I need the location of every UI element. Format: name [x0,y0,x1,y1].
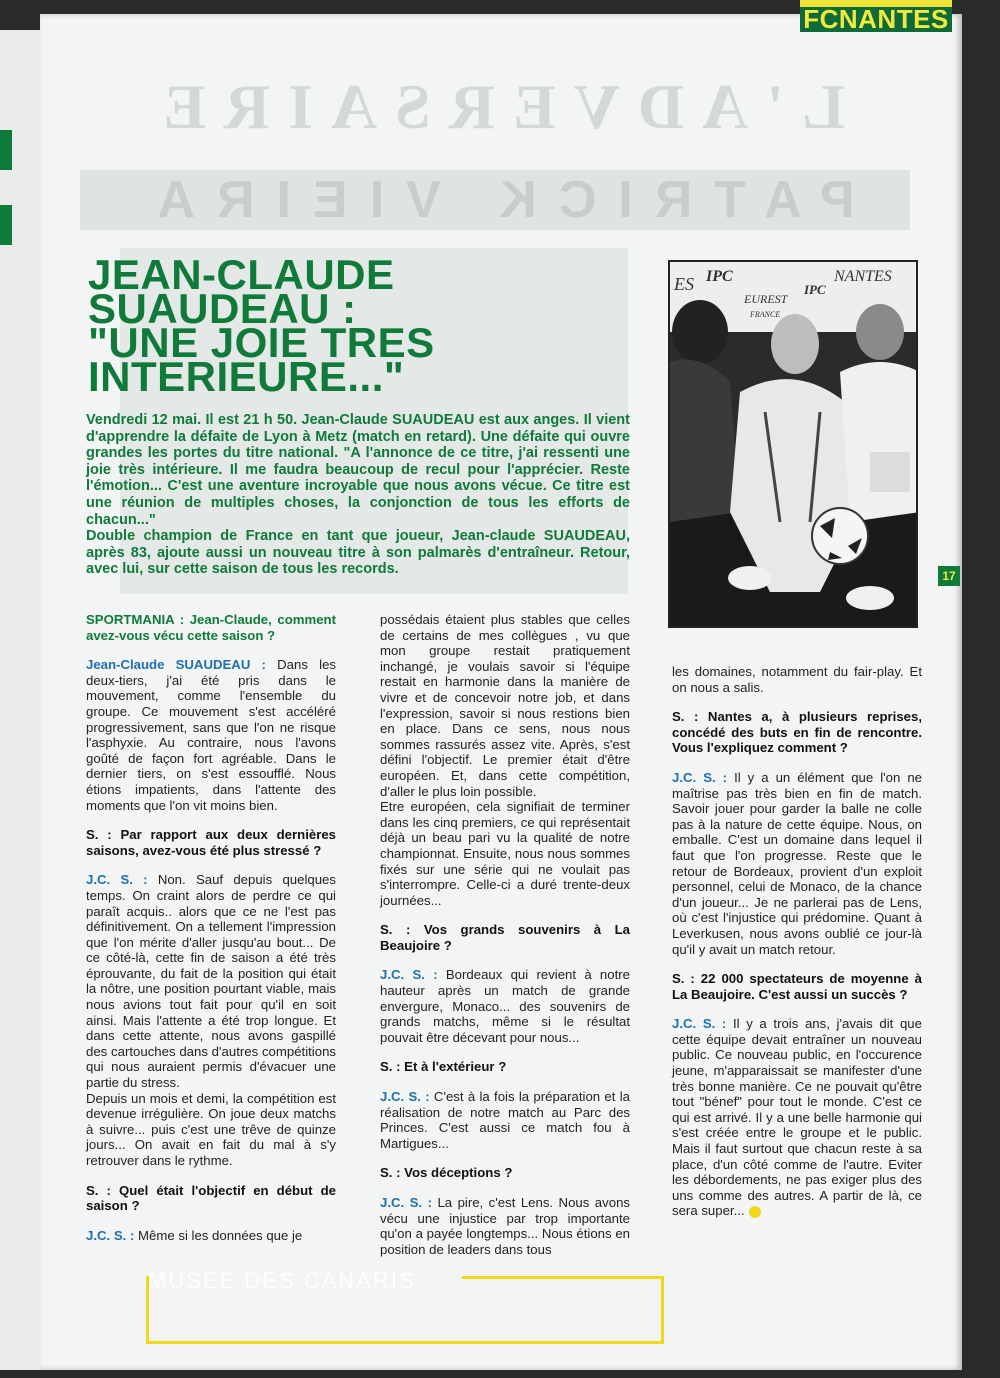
photo-sponsor-text: NANTES [834,268,892,285]
photo-sponsor-text: IPC [804,282,826,297]
answer-text: Il y a trois ans, j'avais dit que cette équipe devait entraîner un nouveau public. Ce nouveau public, en l'occurence jeune, m'apparaissait se manifester d'une très bonne manière. Ce ne pouvait qu'être tout "bénef" pour tout le monde. C'est ce qui est arrivé. Il y a une belle harmonie qui s'est créée entre le groupe et le public. Mais il faut surtout que chacun reste à sa place, d'un côté comme de l'autre. Eviter les débordements, ne pas exiger plus des uns comme des autres. A partir de là, ce sera super... [672,1016,922,1219]
article-headline [88,251,608,400]
page-number: 17 [938,566,960,586]
speaker-label: Jean-Claude SUAUDEAU : [86,657,266,673]
watermark: MUSÉE DES CANARIS [148,1268,416,1293]
question: S. : Quel était l'objectif en début de saison ? [86,1182,336,1214]
answer [380,1089,630,1151]
answer: possédais étaient plus stables que celles de certains de mes collègues , vu que mon groupe restait pratiquement inchangé, je voulais savoir si l'équipe restait en harmonie dans la manière de vivre et de concevoir notre job, et dans l'expression, savoir si nous restions bien en place. Dans ce sens, nous nous sommes rassurés assez vite. Après, s'est défini l'objectif. Le premier était d'être européen. Et, dans cette compétition, d'aller le plus loin possible. [380,612,630,799]
answer [86,657,336,813]
coach-photo [668,260,918,628]
photo-scene [670,262,918,628]
article-intro [86,412,630,578]
question: S. : Vos déceptions ? [380,1165,513,1181]
answer [86,872,336,1090]
article-column-2 [380,612,630,1271]
speaker-label: J.C. S. : [86,1227,135,1243]
answer-text: Il y a un élément que l'on ne maîtrise pas très bien en fin de match. Savoir jouer pour garder la balle ne colle pas à la nature de cette équipe. Nous, on emballe. C'est un domaine dans lequel il faut que l'on progresse. Reste que le retour de Bordeaux, provient d'un exploit personnel, celui de Monaco, de la chance d'un joueur... Je ne parlerai pas de Lens, où c'est l'injustice qui prédomine. Quant à Leverkusen, nous avons oublié ce jour-là qu'il y avait un match retour. [672,769,922,957]
end-mark-dot [749,1206,761,1218]
headline-line: JEAN-CLAUDE [88,251,395,298]
answer: Depuis un mois et demi, la compétition est devenue irrégulière. On joue deux matchs à suivre... puis c'est une trêve de quinze jours... On avait en fait du mal à s'y retrouver dans le rythme. [86,1090,336,1168]
article-column-3 [672,664,922,1233]
banner-text: FCNANTES [803,4,949,34]
intro-paragraph: Double champion de France en tant que joueur, Jean-claude SUAUDEAU, après 83, ajoute aussi un nouveau titre à son palmarès d'entraîneur. Retour, avec lui, sur cette saison de tous les records. [86,528,630,578]
fcnantes-banner [800,0,952,32]
question-text: SPORTMANIA : Jean-Claude, comment avez-vous vécu cette saison ? [86,612,336,643]
speaker-label: J.C. S. : [380,1195,432,1210]
answer: les domaines, notamment du fair-play. Et on nous a salis. [672,664,922,695]
answer-text: Bordeaux qui revient à notre hauteur après un match de grande envergure, Monaco... des souvenirs de grands matchs, même si le résultat pouvait être décevant pour nous... [380,967,630,1045]
answer-text: La pire, c'est Lens. Nous avons vécu une injustice par trop importante qu'on a payée longtemps... Nous étions en position de leaders dans tous [380,1195,630,1257]
question: S. : Nantes a, à plusieurs reprises, concédé des buts en fin de rencontre. Vous l'expliquez comment ? [672,709,922,756]
article-column-1 [86,612,336,1257]
photo-sponsor-text: EUREST [744,292,788,306]
photo-sponsor-text: FRANCE [750,310,781,319]
answer-text: Dans les deux-tiers, j'ai été pris dans le mouvement, comme l'ensemble du groupe. Ce mouvement s'est accéléré progressivement, sans que l'on ne risque l'asphyxie. Au contraire, nous l'avons goûté de façon fort agréable. Dans le dernier tiers, on s'est essoufflé. Nous étions impatients, dans l'attente des moments que l'on vit moins bien. [86,657,336,813]
speaker-label: J.C. S. : [380,967,438,983]
question [86,612,336,643]
answer-text: Même si les données que je [138,1227,303,1243]
speaker-label: J.C. S. : [380,1089,430,1105]
speaker-label: J.C. S. : [672,769,728,785]
show-through-band-text: PATRICK VIEIRA [135,171,855,229]
headline-line: INTERIEURE..." [88,353,405,400]
question: S. : Par rapport aux deux dernières saisons, avez-vous été plus stressé ? [86,827,336,858]
facing-page-green-mark [0,205,12,245]
question: S. : Et à l'extérieur ? [380,1059,507,1075]
speaker-label: J.C. S. : [672,1016,727,1032]
answer [380,1195,630,1257]
answer [380,967,630,1045]
speaker-label: J.C. S. : [86,872,148,888]
answer-text: C'est à la fois la préparation et la réalisation de notre match au Parc des Princes. C'est aussi ce match fou à Martigues... [380,1089,630,1151]
answer: Etre européen, cela signifiait de terminer dans les cinq premiers, ce qui représentait déjà un beau pari vu la qualité de notre championnat. Ensuite, nous nous sommes fixés sur une série qui ne voulait pas s'interrompre. Celle-ci a duré trente-deux journées... [380,799,630,908]
intro-paragraph: Vendredi 12 mai. Il est 21 h 50. Jean-Claude SUAUDEAU est aux anges. Il vient d'apprendre la défaite de Lyon à Metz (match en retard). Une défaite qui ouvre grandes les portes du titre national. "A l'annonce de ce titre, j'ai ressenti une joie très intérieure. Il me faudra beaucoup de recul pour l'apprécier. Reste l'émotion... C'est une aventure incroyable que nous avons vécue. Ce titre est une réunion de multiples choses, la conjonction de tous les efforts de chacun..." [86,412,630,528]
question: S. : Vos grands souvenirs à La Beaujoire ? [380,922,630,953]
answer-text: Non. Sauf depuis quelques temps. On craint alors de perdre ce qui paraît acquis.. alors que ce ne l'est pas définitivement. On a tellement l'impression que l'on mérite d'aller jusqu'au bout... De ce côté-là, cette fin de saison a été très éprouvante, du fait de la position qui était la nôtre, une position pourtant viable, mais nous avions tout fait pour qu'il en soit ainsi. Mais l'attente a été trop longue. Et dans cette attente, nous avons gaspillé des cartouches dans d'autres compétitions qui nous auraient permis d'évacuer une partie du stress. [86,872,336,1091]
show-through-title: L'ADVERSAIRE [145,71,845,140]
photo-sponsor-text: IPC [706,268,733,285]
answer [86,1228,336,1244]
headline-line: SUAUDEAU : [88,285,357,332]
show-through-band [80,170,910,230]
question: S. : 22 000 spectateurs de moyenne à La Beaujoire. C'est aussi un succès ? [672,971,922,1002]
headline-line: "UNE JOIE TRES [88,319,435,366]
answer [672,1016,922,1219]
answer [672,770,922,957]
facing-page-green-mark [0,130,12,170]
photo-sponsor-text: ES [674,274,694,294]
